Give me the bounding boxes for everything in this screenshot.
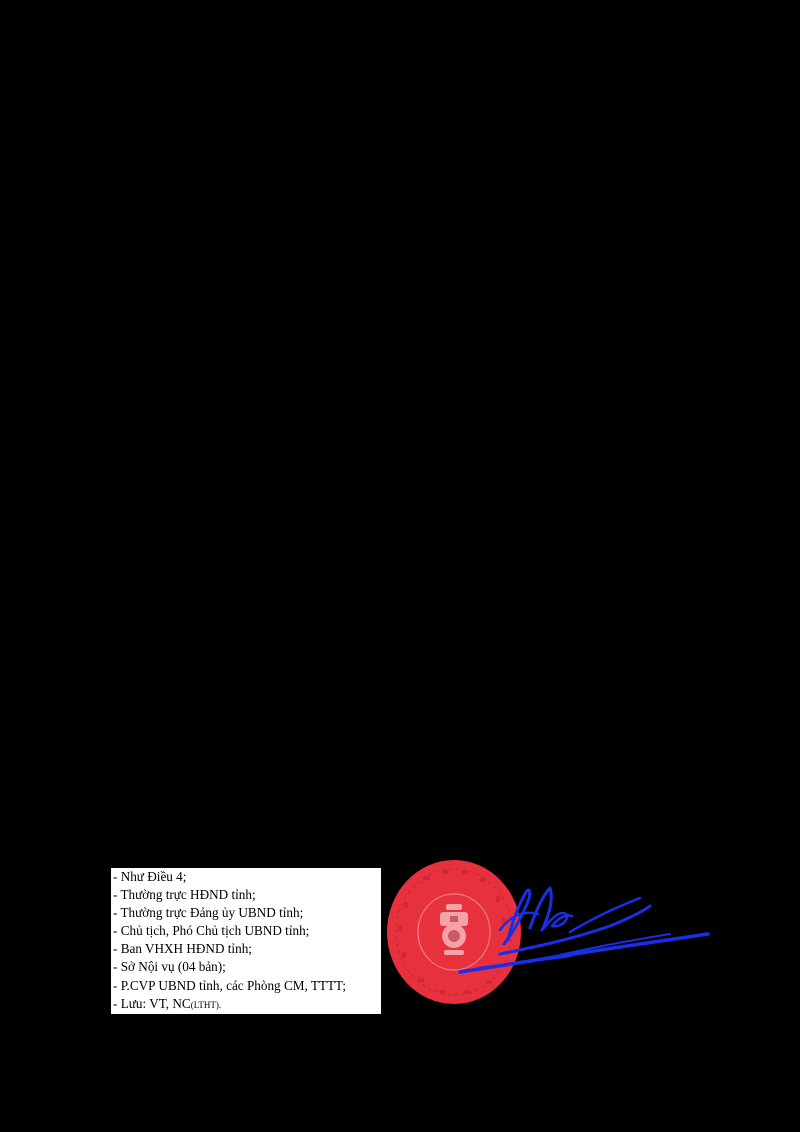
recipient-line: - Như Điều 4; xyxy=(113,869,187,884)
recipient-line: - Ban VHXH HĐND tỉnh; xyxy=(113,941,252,957)
recipient-line: - Thường trực Đảng ủy UBND tỉnh; xyxy=(113,905,304,921)
recipient-line: - Sở Nội vụ (04 bản); xyxy=(113,959,226,975)
recipient-line-text: - Lưu: VT, NC xyxy=(113,995,191,1011)
recipient-line-last xyxy=(113,995,377,1014)
signature xyxy=(440,870,720,990)
recipient-line: - P.CVP UBND tỉnh, các Phòng CM, TTTT; xyxy=(113,977,346,993)
recipients-list xyxy=(111,868,381,1014)
recipient-line-suffix: (LTHT). xyxy=(190,999,222,1010)
recipient-line: - Chủ tịch, Phó Chủ tịch UBND tỉnh; xyxy=(113,923,310,939)
recipient-line: - Thường trực HĐND tỉnh; xyxy=(113,887,256,903)
